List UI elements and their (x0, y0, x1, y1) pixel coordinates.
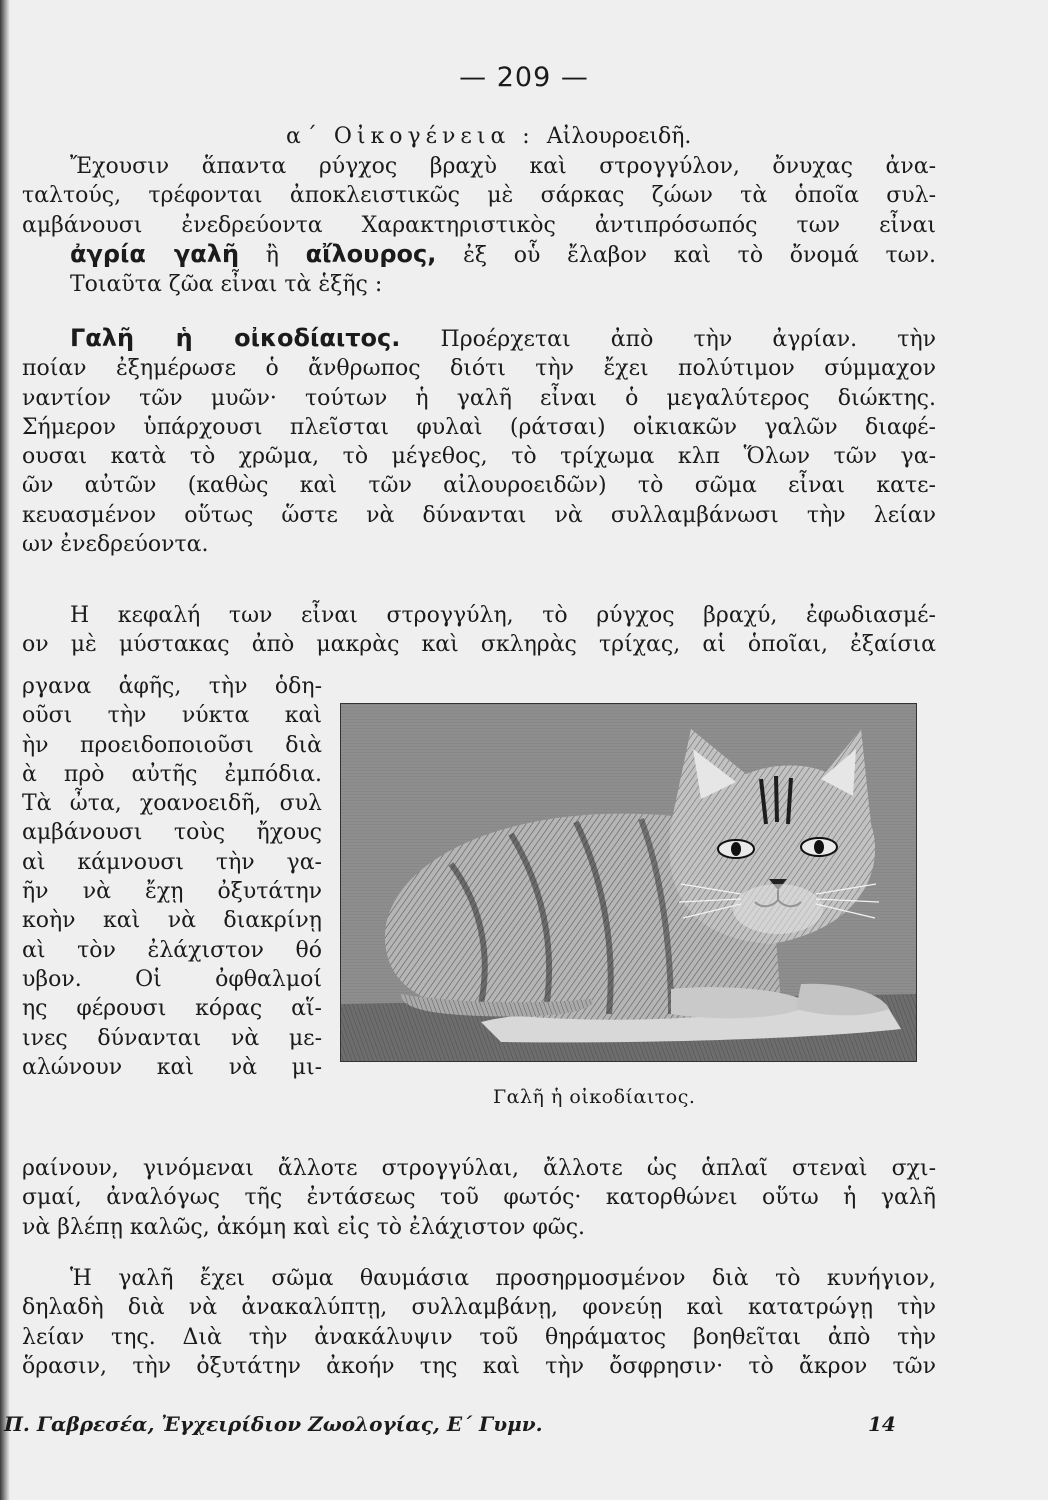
page-number: — 209 — (459, 62, 589, 93)
signature-number: 14 (868, 1412, 896, 1436)
text-line: ῶν αὐτῶν (καθὼς καὶ τῶν αἰλουροειδῶν) τὸ σῶμα εἶναι κατε- (22, 473, 936, 499)
text-line: ργανα ἁφῆς, τὴν ὁδη- (22, 674, 322, 699)
paragraph-house-cat (22, 324, 936, 559)
text-line: ων ἐνεδρεύοντα. (22, 532, 209, 558)
text-line: Η κεφαλή των εἶναι στρογγύλη, τὸ ρύγχος βραχύ, ἐφωδιασμέ- (70, 603, 936, 628)
footer-citation: Π. Γαβρεσέα, Ἐγχειρίδιον Ζωολογίας, Ε΄ Γυμν. (4, 1412, 543, 1436)
text-line: σμαί, ἀναλόγως τῆς ἐντάσεως τοῦ φωτός· κατορθώνει οὕτω ἡ γαλῆ (22, 1185, 936, 1211)
text-line (22, 240, 936, 270)
wildcat-term: ἀγρία γαλῆ (70, 239, 240, 268)
text-line: αὶ τὸν ἐλάχιστον θό (22, 937, 322, 963)
text-line: ὰ πρὸ αὐτῆς ἐμπόδια. (22, 761, 322, 787)
cat-engraving-icon (341, 704, 916, 1061)
housecat-heading: Γαλῆ ἡ οἰκοδίαιτος. (70, 324, 401, 352)
text-line: υβον. Οἱ ὀφθαλμοί (22, 966, 322, 992)
text-line: ὅρασιν, τὴν ὀξυτάτην ἀκοήν της καὶ τὴν ὄσφρησιν· τὸ ἄκρον τῶν (22, 1353, 936, 1379)
text-line: ουσαι κατὰ τὸ χρῶμα, τὸ μέγεθος, τὸ τρίχωμα κλπ Ὅλων τῶν γα- (22, 444, 936, 470)
text-line: ταλτούς, τρέφονται ἀποκλειστικῶς μὲ σάρκας ζώων τὰ ὁποῖα συλ- (22, 183, 936, 209)
species-intro: Τοιαῦτα ζῶα εἶναι τὰ ἑξῆς : (70, 272, 383, 298)
text-line: Τὰ ὦτα, χοανοειδῆ, συλ (22, 791, 322, 817)
section-heading-label: α΄ Οἰκογένεια : (286, 124, 535, 149)
binding-edge (0, 0, 10, 1500)
paragraph-head-lead (22, 601, 936, 660)
text-line: αμβάνουσι τοὺς ἤχους (22, 820, 322, 846)
text-line: αμβάνουσι ἐνεδρεύοντα Χαρακτηριστικὸς ἀντιπρόσωπός των εἶναι (22, 212, 936, 238)
section-heading (286, 124, 691, 149)
text-line: κοὴν καὶ νὰ διακρίνῃ (22, 908, 322, 934)
text-line: Ἔχουσιν ἅπαντα ρύγχος βραχὺ καὶ στρογγύλον, ὄνυχας ἀνα- (70, 154, 936, 179)
paragraph-head-narrow-column (22, 672, 322, 1082)
wildcat-rest: ἐξ οὗ ἔλαβον καὶ τὸ ὄνομά των. (436, 242, 936, 268)
text-line: αλώνουν καὶ νὰ μι- (22, 1054, 322, 1080)
text-line: ποίαν ἐξημέρωσε ὁ ἄνθρωπος διότι τὴν ἔχει πολύτιμον σύμμαχον (22, 356, 936, 382)
section-heading-title: Αἰλουροειδῆ. (546, 124, 692, 149)
text-line: ης φέρουσι κόρας αἵ- (22, 996, 322, 1022)
paragraph-head-tail (22, 1154, 936, 1242)
text-line: οῦσι τὴν νύκτα καὶ (22, 703, 322, 729)
text-line: Ἡ γαλῆ ἔχει σῶμα θαυμάσια προσηρμοσμένον διὰ τὸ κυνήγιον, (70, 1266, 936, 1291)
text-line: νὰ βλέπῃ καλῶς, ἀκόμη καὶ εἰς τὸ ἐλάχιστον φῶς. (22, 1214, 586, 1240)
paragraph-family-description (22, 152, 936, 299)
text-line: ῆν νὰ ἔχῃ ὀξυτάτην (22, 879, 322, 905)
housecat-intro: Προέρχεται ἀπὸ τὴν ἀγρίαν. τὴν (400, 327, 936, 352)
text-line: ραίνουν, γινόμεναι ἄλλοτε στρογγύλαι, ἄλλοτε ὡς ἁπλαῖ στεναὶ σχι- (22, 1156, 936, 1181)
wildcat-or: ἢ (239, 242, 306, 268)
text-line: ὴν προειδοποιοῦσι διὰ (22, 732, 322, 758)
figure-caption: Γαλῆ ἡ οἰκοδίαιτος. (493, 1086, 696, 1108)
text-line: ναντίον τῶν μυῶν· τούτων ἡ γαλῆ εἶναι ὁ μεγαλύτερος διώκτης. (22, 385, 936, 411)
text-line: Σήμερον ὑπάρχουσι πλεῖσται φυλαὶ (ράτσαι) οἰκιακῶν γαλῶν διαφέ- (22, 414, 936, 440)
text-line: λείαν της. Διὰ τὴν ἀνακάλυψιν τοῦ θηράματος βοηθεῖται ἀπὸ τὴν (22, 1324, 936, 1350)
ailouros-term: αἴλουρος, (305, 239, 437, 268)
text-line: κευασμένον οὕτως ὥστε νὰ δύνανται νὰ συλλαμβάνωσι τὴν λείαν (22, 502, 936, 528)
text-line (22, 324, 936, 354)
text-line: ινες δύνανται νὰ με- (22, 1025, 322, 1051)
text-line: αὶ κάμνουσι τὴν γα- (22, 849, 322, 875)
paragraph-hunting-body (22, 1264, 936, 1381)
text-line: δηλαδὴ διὰ νὰ ἀνακαλύπτῃ, συλλαμβάνῃ, φονεύῃ καὶ κατατρώγῃ τὴν (22, 1295, 936, 1321)
cat-illustration (340, 703, 917, 1062)
text-line: ον μὲ μύστακας ἀπὸ μακρὰς καὶ σκληρὰς τρίχας, αἱ ὁποῖαι, ἐξαίσια (22, 632, 936, 658)
